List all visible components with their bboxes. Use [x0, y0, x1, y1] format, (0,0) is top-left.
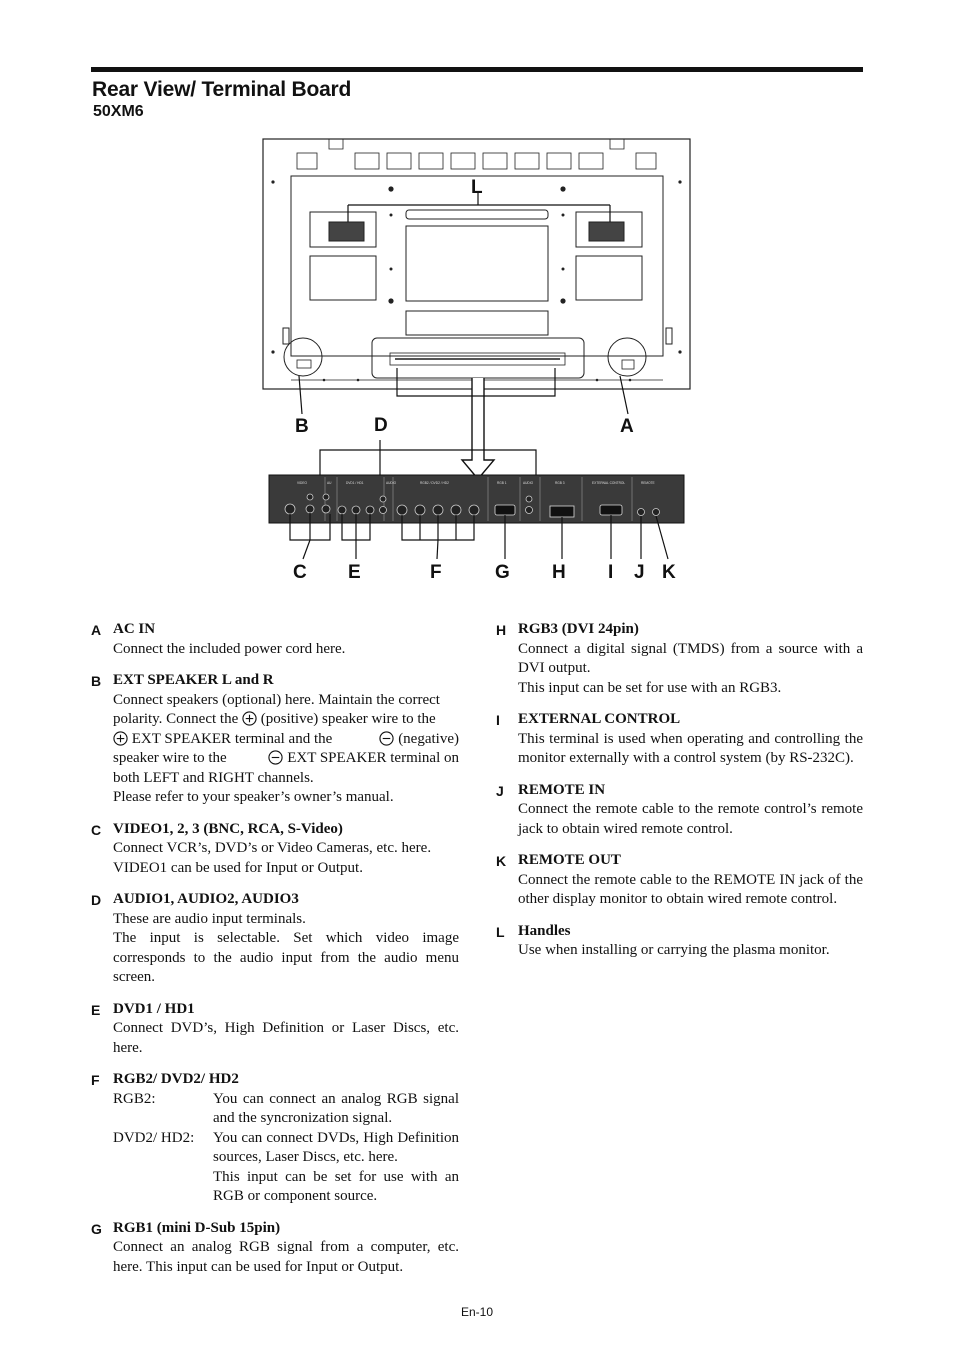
item-letter: H [496, 622, 507, 638]
callout-g: G [495, 562, 510, 583]
item-letter: B [91, 673, 102, 689]
item-heading: AC IN [113, 621, 156, 637]
item-letter: E [91, 1001, 101, 1018]
item-text: Connect VCR’s, DVD’s or Video Cameras, etc. here. [113, 840, 432, 856]
ac-in-area [608, 338, 646, 376]
item-text: Connect DVD’s, High Definition or Laser Discs, etc. here. [113, 1020, 459, 1056]
item-heading: REMOTE OUT [518, 852, 621, 868]
item-heading: EXT SPEAKER L and R [113, 672, 274, 688]
screws [271, 180, 681, 381]
ext-speaker-area [284, 338, 322, 376]
panel-label: AUDIO [386, 481, 397, 485]
callout-e: E [348, 562, 361, 583]
item-i [496, 710, 863, 769]
item-letter: K [496, 853, 507, 869]
panel-label: VIDEO [297, 481, 307, 485]
item-d [91, 890, 459, 988]
item-text: Connect an analog RGB signal from a computer, etc. here. This input can be used for Input or Output. [113, 1239, 459, 1275]
minus-circle-icon [268, 750, 283, 765]
item-text: Connect the remote cable to the remote control’s remote jack to obtain wired remote control. [518, 801, 863, 837]
top-vents [297, 139, 656, 169]
item-text: EXT SPEAKER terminal on [287, 750, 459, 766]
item-letter: I [496, 712, 500, 728]
callout-l: L [471, 177, 483, 198]
item-letter: A [91, 622, 102, 638]
descriptions-left [91, 620, 459, 1289]
item-b [91, 671, 459, 808]
panel-label: RGB 1 [497, 481, 507, 485]
callout-d: D [374, 415, 388, 436]
panel-label: EXTERNAL CONTROL [592, 481, 626, 485]
callout-j: J [634, 562, 645, 583]
descriptions-right [496, 620, 863, 973]
plus-circle-icon [113, 731, 128, 746]
callout-b: B [295, 416, 309, 437]
item-text: Please refer to your speaker’s owner’s manual. [113, 789, 394, 805]
item-text: This terminal is used when operating and controlling the monitor externally with a control system (by RS-232C). [518, 730, 863, 766]
item-heading: RGB2/ DVD2/ HD2 [113, 1071, 239, 1087]
item-letter: G [91, 1220, 102, 1237]
item-heading: VIDEO1, 2, 3 (BNC, RCA, S-Video) [113, 820, 343, 837]
item-letter: C [91, 821, 102, 838]
model-number: 50XM6 [93, 103, 144, 120]
item-g [91, 1219, 459, 1278]
item-text: The input is selectable. Set which video image corresponds to the audio input from the audio menu screen. [113, 930, 459, 985]
panel-label: RGB2 / DVD2 / HD2 [420, 481, 449, 485]
rear-view-figure [0, 0, 954, 600]
item-text: polarity. Connect the [113, 711, 239, 727]
item-a [91, 620, 459, 659]
panel-label: REMOTE [641, 481, 655, 485]
plus-circle-icon [242, 711, 257, 726]
callout-k: K [662, 562, 676, 583]
item-text: EXT SPEAKER terminal and the [131, 730, 333, 747]
item-text: both LEFT and RIGHT channels. [113, 769, 314, 786]
row-label: DVD2/ HD2: [113, 1129, 195, 1146]
callout-c: C [293, 562, 307, 583]
row-label: RGB2: [113, 1090, 156, 1107]
item-text: Connect the included power cord here. [113, 640, 346, 657]
item-text: VIDEO1 can be used for Input or Output. [113, 859, 363, 876]
item-heading: AUDIO1, AUDIO2, AUDIO3 [113, 891, 299, 907]
item-e [91, 1000, 459, 1059]
terminal-board [269, 475, 684, 523]
panel-label: AUDIO [523, 481, 534, 485]
item-letter: L [496, 923, 505, 940]
item-k [496, 851, 863, 910]
item-letter: F [91, 1072, 100, 1088]
item-text: (negative) [398, 730, 459, 747]
callout-a: A [620, 416, 634, 437]
panel-label: RGB 3 [555, 481, 565, 485]
item-text: Connect the remote cable to the REMOTE IN jack of the other display monitor to obtain wired remote control. [518, 871, 863, 907]
item-text: These are audio input terminals. [113, 910, 306, 927]
item-heading: EXTERNAL CONTROL [518, 711, 681, 727]
item-text: This input can be set for use with an RGB3. [518, 679, 782, 696]
panel-label: DVD1 / HD1 [346, 481, 364, 485]
item-heading: DVD1 / HD1 [113, 1000, 195, 1017]
page-number: En-10 [460, 1305, 494, 1319]
item-text: Connect a digital signal (TMDS) from a source with a DVI output. [518, 640, 863, 676]
item-j [496, 781, 863, 840]
minus-circle-icon [379, 731, 394, 746]
item-text: This input can be set for use with an RGB or component source. [213, 1168, 459, 1204]
panel-label: AU [327, 481, 332, 485]
item-heading: Handles [518, 922, 571, 939]
item-text: Connect speakers (optional) here. Maintain the correct [113, 691, 440, 708]
page-title: Rear View/ Terminal Board [92, 78, 352, 101]
item-text: You can connect an analog RGB signal and the syncronization signal. [213, 1090, 459, 1126]
item-c [91, 820, 459, 879]
item-heading: REMOTE IN [518, 781, 606, 798]
item-l [496, 922, 863, 961]
item-h [496, 620, 863, 698]
item-text: Use when installing or carrying the plasma monitor. [518, 942, 830, 958]
item-letter: D [91, 892, 102, 908]
callout-h: H [552, 562, 566, 583]
item-heading: RGB3 (DVI 24pin) [518, 621, 639, 637]
item-text: You can connect DVDs, High Definition sources, Laser Discs, etc. here. [213, 1129, 459, 1165]
zoom-arrow [462, 378, 494, 479]
callout-i: I [608, 562, 614, 583]
item-heading: RGB1 (mini D-Sub 15pin) [113, 1219, 281, 1236]
item-f [91, 1070, 459, 1207]
item-text: (positive) speaker wire to the [260, 711, 436, 727]
item-text: speaker wire to the [113, 750, 227, 766]
item-letter: J [496, 782, 504, 799]
callout-f: F [430, 562, 442, 583]
